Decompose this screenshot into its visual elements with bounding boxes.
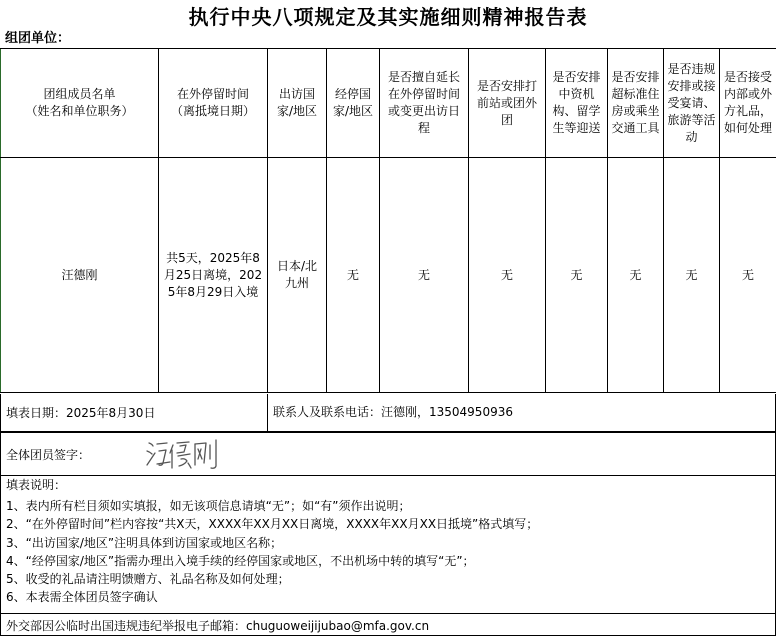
header-lodging-transport: 是否安排超标准住房或乘坐交通工具	[608, 49, 664, 158]
instructions-section	[0, 475, 776, 614]
fill-info-row	[0, 394, 776, 432]
signature-row	[0, 432, 776, 476]
fill-date: 填表日期：2025年8月30日	[6, 406, 156, 420]
report-email-footer	[0, 614, 776, 636]
header-gifts: 是否接受内部或外方礼品，如何处理	[720, 49, 776, 158]
signature-label: 全体团员签字：	[6, 448, 91, 462]
contact-info: 联系人及联系电话：汪德刚，13504950936	[267, 394, 773, 431]
unit-label: 组团单位：	[5, 31, 71, 46]
header-visit-country: 出访国家/地区	[268, 49, 327, 158]
cell-extend-stay: 无	[380, 158, 469, 393]
header-banquet-tour: 是否违规安排或接受宴请、旅游等活动	[664, 49, 720, 158]
cell-banquet-tour: 无	[664, 158, 720, 393]
report-table	[0, 48, 776, 393]
header-extend-stay: 是否擅自延长在外停留时间或变更出访日程	[380, 49, 469, 158]
report-email: 外交部因公临时出国违规违纪举报电子邮箱：chuguoweijijubao@mfa.gov.cn	[6, 619, 430, 633]
instructions-title: 填表说明：	[6, 478, 67, 492]
cell-advance-team: 无	[469, 158, 546, 393]
cell-lodging-transport: 无	[608, 158, 664, 393]
cell-gifts: 无	[720, 158, 776, 393]
header-stopover-country: 经停国家/地区	[327, 49, 380, 158]
instruction-item: 4、“经停国家/地区”指需办理出入境手续的经停国家或地区，不出机场中转的填写“无”；	[6, 553, 475, 568]
instruction-item: 1、表内所有栏目须如实填报，如无该项信息请填“无”；如“有”须作出说明；	[6, 499, 411, 513]
handwritten-signature	[143, 435, 223, 473]
header-row	[1, 49, 776, 158]
report-title: 执行中央八项规定及其实施细则精神报告表	[188, 5, 588, 29]
table-row	[1, 158, 776, 393]
cell-stay-time: 共5天，2025年8月25日离境，2025年8月29日入境	[159, 158, 268, 393]
cell-visit-country: 日本/北九州	[268, 158, 327, 393]
instruction-item: 5、收受的礼品请注明馈赠方、礼品名称及如何处理；	[6, 572, 290, 587]
header-reception: 是否安排中资机构、留学生等迎送	[546, 49, 608, 158]
cell-member-name: 汪德刚	[1, 158, 159, 393]
header-stay-time: 在外停留时间 （离抵境日期）	[159, 49, 268, 158]
instruction-item: 2、“在外停留时间”栏内容按“共X天，XXXX年XX月XX日离境，XXXX年XX月XX日抵境”格式填写；	[6, 517, 539, 532]
cell-stopover-country: 无	[327, 158, 380, 393]
cell-reception: 无	[546, 158, 608, 393]
header-advance-team: 是否安排打前站或团外团	[469, 49, 546, 158]
instructions-list	[6, 497, 538, 607]
header-member-name: 团组成员名单 （姓名和单位职务）	[1, 49, 159, 158]
instruction-item: 6、本表需全体团员签字确认	[6, 590, 158, 605]
instruction-item: 3、“出访国家/地区”注明具体到访国家或地区名称；	[6, 535, 283, 550]
